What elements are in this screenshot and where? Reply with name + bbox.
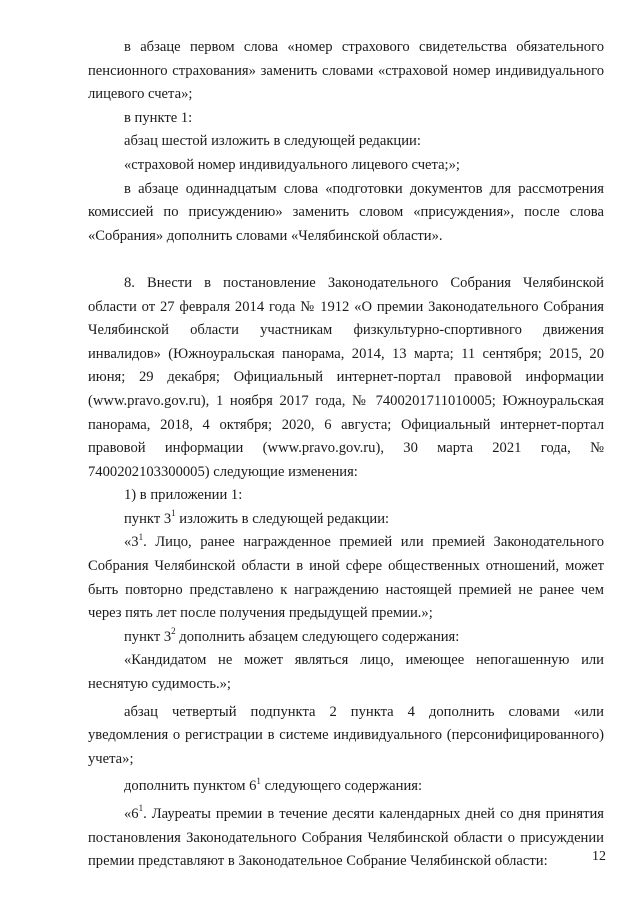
text-post: . Лицо, ранее награжденное премией или премией Законодательного Собрания Челябинской области в иной сфере общественных отношений, может быть повторно представлено к награждению настоящей премией не ранее чем через пять лет после получения предыдущей премии.»; xyxy=(88,534,604,622)
paragraph-sixth-abzac: абзац шестой изложить в следующей редакции: xyxy=(124,133,421,150)
superscript: 1 xyxy=(138,531,144,542)
paragraph-item-8: 8. Внести в постановление Законодательного Собрания Челябинской области от 27 февраля 2014 года № 1912 «О премии Законодательного Собрания Челябинской области участникам физкультурно-спортивного движения инвалидов» (Южноуральская панорама, 2014, 13 марта; 11 сентября; 2015, 20 июня; 29 декабря; Официальный интернет-портал правовой информации (www.pravo.gov.ru), 1 ноября 2017 года, № 7400201711010005; Южноуральская панорама, 2018, 4 октября; 2020, 6 августа; Официальный интернет-портал правовой информации (www.pravo.gov.ru), 30 марта 2021 года, № 7400202103300005) следующие изменения: xyxy=(88,274,604,480)
text-post: . Лауреаты премии в течение десяти календарных дней со дня принятия постановления Законодательного Собрания Челябинской области о присуждении премии представляют в Законодательное Собрание Челябинской области: xyxy=(88,806,604,870)
paragraph-point-3-1 xyxy=(88,508,604,532)
paragraph-appendix-1: 1) в приложении 1: xyxy=(124,487,243,504)
paragraph-eleventh-abzac: в абзаце одиннадцатым слова «подготовки документов для рассмотрения комиссией по присуждению» заменить словом «присуждения», после слова «Собрания» дополнить словами «Челябинской области». xyxy=(88,180,604,244)
page-number: 12 xyxy=(592,849,606,864)
superscript: 1 xyxy=(256,775,261,786)
text-post: дополнить абзацем следующего содержания: xyxy=(175,628,460,645)
text-post: следующего содержания: xyxy=(260,778,423,795)
paragraph-insurance-number-quote: «страховой номер индивидуального лицевого счета;»; xyxy=(124,156,460,173)
paragraph-quote-3-1 xyxy=(88,531,604,625)
paragraph-point-3-2 xyxy=(88,626,604,650)
superscript: 1 xyxy=(171,508,176,519)
paragraph-quote-6-1 xyxy=(88,803,604,874)
text-post: изложить в следующей редакции: xyxy=(175,510,390,527)
document-body xyxy=(88,36,604,874)
paragraph-fourth-abzac: абзац четвертый подпункта 2 пункта 4 дополнить словами «или уведомления о регистрации в системе индивидуального (персонифицированного) учета»; xyxy=(88,703,604,767)
paragraph-candidate-conviction: «Кандидатом не может являться лицо, имеющее непогашенную или неснятую судимость.»; xyxy=(88,652,604,693)
text-pre: дополнить пунктом 6 xyxy=(124,778,257,795)
superscript: 2 xyxy=(171,625,176,636)
text-pre: пункт 3 xyxy=(124,510,172,527)
text-pre: «3 xyxy=(124,534,139,551)
text-pre: «6 xyxy=(124,806,139,822)
paragraph-add-point-6-1 xyxy=(88,775,604,799)
paragraph-replace-insurance-number: в абзаце первом слова «номер страхового свидетельства обязательного пенсионного страхования» заменить словами «страховой номер индивидуального лицевого счета»; xyxy=(88,39,604,103)
paragraph-point-1: в пункте 1: xyxy=(124,109,193,126)
text-pre: пункт 3 xyxy=(124,628,172,645)
superscript: 1 xyxy=(138,803,144,814)
